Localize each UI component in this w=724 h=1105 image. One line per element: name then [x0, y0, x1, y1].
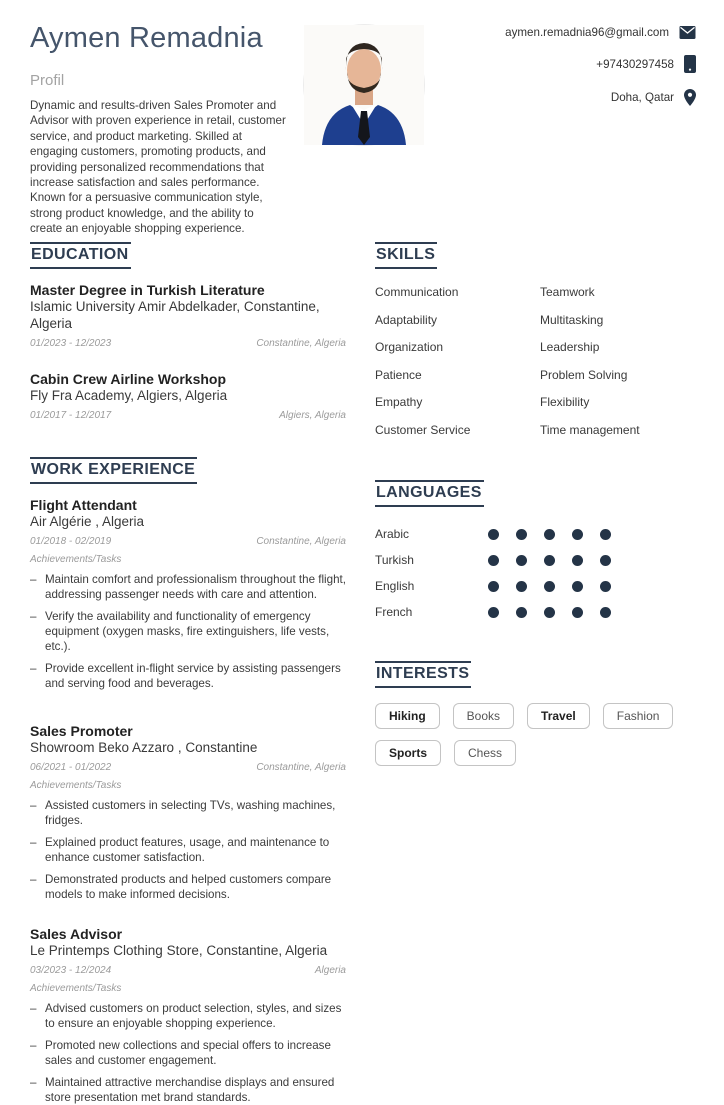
contact-info [505, 26, 696, 122]
degree-title: Master Degree in Turkish Literature [30, 282, 265, 298]
work-entry [30, 926, 346, 1105]
education-location: Constantine, Algeria [256, 337, 346, 349]
phone-text: +97430297458 [596, 57, 674, 71]
task-text: Explained product features, usage, and maintenance to enhance customer satisfaction. [45, 835, 330, 864]
location-pin-icon [684, 89, 696, 106]
job-role: Sales Promoter [30, 722, 133, 739]
level-dot-icon [516, 607, 527, 618]
work-section-title: WORK EXPERIENCE [30, 457, 197, 484]
education-entry [30, 282, 346, 349]
level-dot-icon [600, 555, 611, 566]
school-name: Fly Fra Academy, Algiers, Algeria [30, 387, 228, 403]
profile-summary: Dynamic and results-driven Sales Promoter and Advisor with proven experience in retail, customer service, and product marketing. Skilled at engaging customers, promoting products, and providing personalized recommendations that increase satisfaction and sales performance. Known for a persuasive communication style, strong product knowledge, and the ability to create an enjoyable shopping experience. [30, 99, 286, 236]
level-dot-icon [572, 581, 583, 592]
tasks-label: Achievements/Tasks [30, 553, 122, 565]
education-entry [30, 371, 346, 421]
contact-email [505, 26, 696, 39]
skill-item: Adaptability [375, 312, 438, 327]
interest-chip: Sports [375, 740, 441, 766]
skill-item: Flexibility [540, 395, 590, 409]
language-row [375, 521, 697, 547]
email-text: aymen.remadnia96@gmail.com [505, 26, 669, 39]
task-text: Advised customers on product selection, styles, and sizes to ensure an enjoyable shopping experience. [45, 1002, 342, 1031]
level-dot-icon [544, 607, 555, 618]
degree-title: Cabin Crew Airline Workshop [30, 370, 227, 387]
interest-chip: Books [453, 703, 514, 729]
work-experience-section [30, 457, 346, 1105]
level-dot-icon [572, 529, 583, 540]
level-dot-icon [572, 607, 583, 618]
level-dot-icon [544, 529, 555, 540]
education-location: Algiers, Algeria [279, 409, 346, 421]
bullet-dash: – [30, 1002, 37, 1016]
language-name: English [375, 579, 415, 593]
level-dot-icon [488, 607, 499, 618]
task-text: Verify the availability and functionality of emergency equipment (oxygen masks, fire extinguishers, life vests, etc.). [45, 609, 330, 653]
skill-item: Empathy [375, 395, 423, 409]
skill-item: Patience [375, 367, 422, 382]
location-text: Doha, Qatar [610, 91, 674, 104]
task-bullet [30, 1001, 346, 1031]
language-level-dots [488, 607, 611, 618]
task-bullet [30, 872, 346, 902]
task-text: Promoted new collections and special offers to increase sales and customer engagement. [45, 1039, 331, 1068]
job-dates: 01/2018 - 02/2019 [30, 535, 112, 547]
task-bullet [30, 835, 346, 865]
task-bullet [30, 1075, 346, 1105]
skills-section-title: SKILLS [375, 242, 437, 269]
task-bullet [30, 609, 346, 654]
interests-section-title: INTERESTS [375, 661, 471, 688]
school-name: Islamic University Amir Abdelkader, Constantine, Algeria [30, 299, 320, 331]
company-name: Showroom Beko Azzaro , Constantine [30, 739, 258, 755]
bullet-dash: – [30, 1039, 37, 1053]
company-name: Air Algérie , Algeria [30, 513, 145, 529]
envelope-icon [679, 26, 696, 39]
work-entry [30, 723, 346, 902]
language-row [375, 599, 697, 625]
skill-item: Problem Solving [540, 367, 628, 382]
education-section-title: EDUCATION [30, 242, 131, 269]
level-dot-icon [600, 529, 611, 540]
task-text: Maintain comfort and professionalism throughout the flight, addressing passenger needs with care and attention. [45, 572, 346, 601]
interests-section [375, 661, 697, 766]
interest-chip: Hiking [375, 703, 440, 729]
smartphone-icon [684, 55, 696, 73]
task-bullet [30, 1038, 346, 1068]
contact-phone [505, 55, 696, 73]
language-name: Turkish [375, 553, 414, 567]
tasks-label: Achievements/Tasks [30, 983, 122, 995]
education-dates: 01/2023 - 12/2023 [30, 337, 112, 349]
left-column [30, 242, 346, 1105]
job-location: Constantine, Algeria [256, 535, 346, 547]
interest-chip: Chess [454, 740, 516, 766]
bullet-dash: – [30, 1076, 37, 1090]
job-location: Algeria [314, 965, 346, 977]
job-role: Sales Advisor [30, 926, 123, 943]
job-role: Flight Attendant [30, 496, 137, 513]
right-column [375, 242, 697, 766]
task-bullet [30, 661, 346, 691]
bullet-dash: – [30, 661, 37, 675]
language-level-dots [488, 555, 611, 566]
language-row [375, 547, 697, 573]
contact-location [505, 89, 696, 106]
interest-chips [375, 703, 697, 766]
skill-item: Organization [375, 340, 444, 354]
task-text: Assisted customers in selecting TVs, washing machines, fridges. [45, 798, 336, 827]
skill-item: Time management [540, 422, 640, 437]
language-name: Arabic [375, 527, 410, 541]
task-text: Demonstrated products and helped customers compare models to make informed decisions. [45, 873, 332, 902]
level-dot-icon [544, 581, 555, 592]
level-dot-icon [516, 555, 527, 566]
level-dot-icon [600, 581, 611, 592]
interest-chip: Travel [527, 703, 590, 729]
bullet-dash: – [30, 572, 37, 586]
job-location: Constantine, Algeria [256, 761, 346, 773]
skill-item: Teamwork [540, 285, 595, 299]
skill-item: Communication [375, 285, 459, 299]
level-dot-icon [544, 555, 555, 566]
task-bullet [30, 798, 346, 828]
bullet-dash: – [30, 873, 37, 887]
skill-item: Multitasking [540, 312, 604, 327]
level-dot-icon [516, 581, 527, 592]
task-bullet [30, 572, 346, 602]
language-level-dots [488, 529, 611, 540]
tasks-label: Achievements/Tasks [30, 779, 122, 791]
task-text: Provide excellent in-flight service by assisting passengers and serving food and beverages. [45, 661, 341, 690]
task-text: Maintained attractive merchandise displays and ensured store presentation met brand standards. [45, 1076, 335, 1105]
level-dot-icon [572, 555, 583, 566]
skill-item: Customer Service [375, 422, 471, 437]
bullet-dash: – [30, 609, 37, 623]
language-name: French [375, 605, 413, 619]
profile-photo [303, 24, 425, 146]
skill-item: Leadership [540, 340, 600, 354]
language-row [375, 573, 697, 599]
avatar [304, 25, 424, 145]
level-dot-icon [488, 555, 499, 566]
profile-section-label: Profil [30, 72, 65, 89]
job-dates: 03/2023 - 12/2024 [30, 965, 112, 977]
skills-list [375, 285, 697, 450]
level-dot-icon [488, 581, 499, 592]
level-dot-icon [516, 529, 527, 540]
language-level-dots [488, 581, 611, 592]
company-name: Le Printemps Clothing Store, Constantine, Algeria [30, 943, 328, 959]
education-dates: 01/2017 - 12/2017 [30, 409, 112, 421]
interest-chip: Fashion [603, 703, 674, 729]
languages-section-title: LANGUAGES [375, 480, 484, 507]
bullet-dash: – [30, 798, 37, 812]
person-name: Aymen Remadnia [30, 22, 263, 54]
work-entry [30, 497, 346, 691]
level-dot-icon [600, 607, 611, 618]
job-dates: 06/2021 - 01/2022 [30, 761, 112, 773]
level-dot-icon [488, 529, 499, 540]
bullet-dash: – [30, 835, 37, 849]
languages-section [375, 480, 697, 625]
